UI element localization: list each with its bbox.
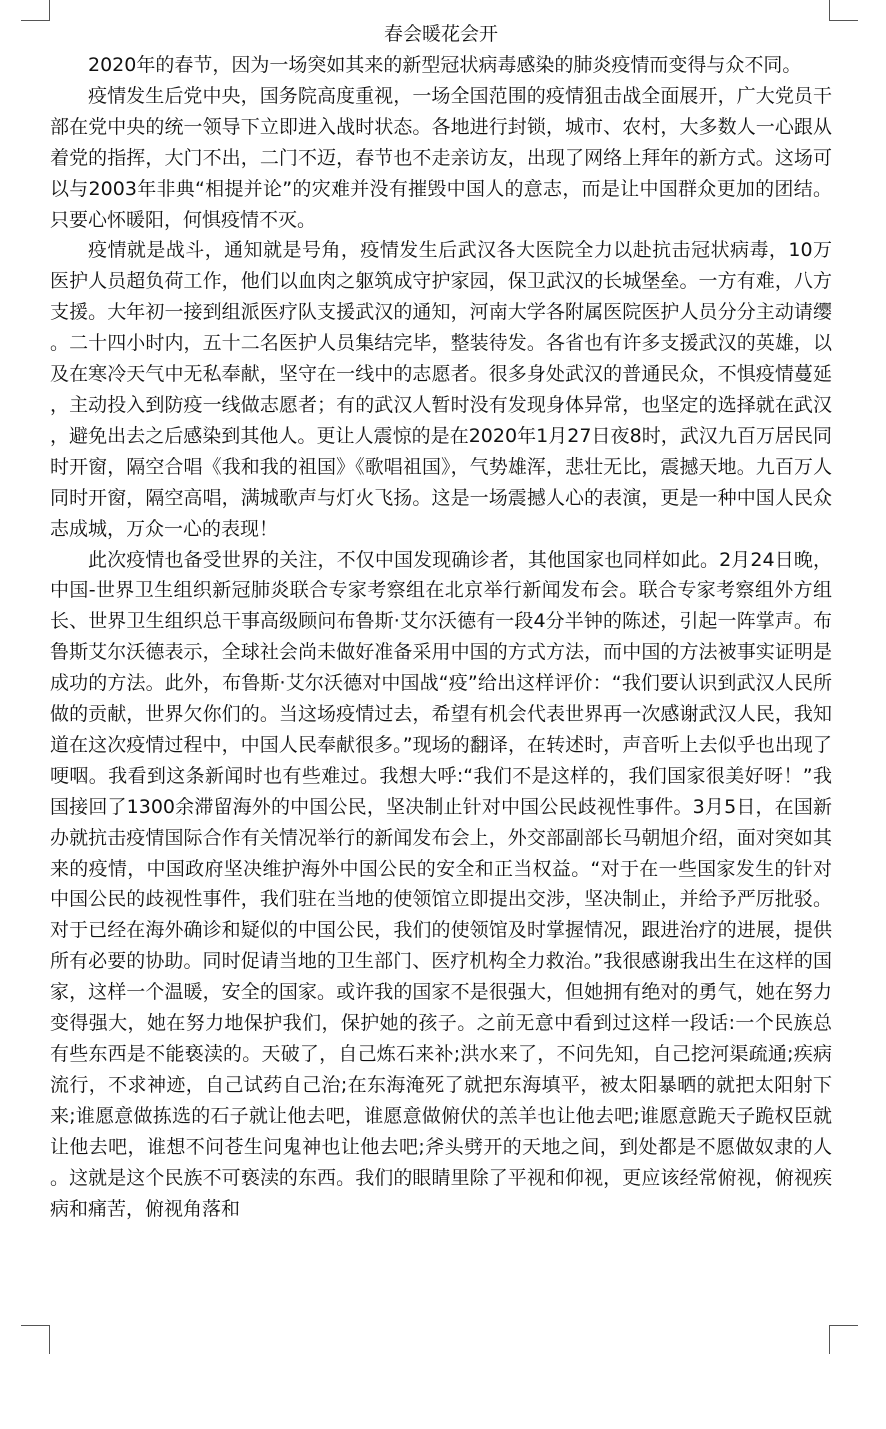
document-title: 春会暖花会开 xyxy=(383,23,498,45)
paragraph: 疫情就是战斗，通知就是号角，疫情发生后武汉各大医院全力以赴抗击冠状病毒，10万医护人员超负荷工作，他们以血肉之躯筑成守护家园，保卫武汉的长城堡垒。一方有难，八方支援。大年初一接到组派医疗队支援武汉的通知，河南大学各附属医院医护人员分分主动请缨。二十四小时内，五十二名医护人员集结完毕，整装待发。各省也有许多支援武汉的英雄，以及在寒冷天气中无私奉献，坚守在一线中的志愿者。很多身处武汉的普通民众，不惧疫情蔓延，主动投入到防疫一线做志愿者；有的武汉人暂时没有发现身体异常，也坚定的选择就在武汉，避免出去之后感染到其他人。更让人震惊的是在2020年1月27日夜8时，武汉九百万居民同时开窗，隔空合唱《我和我的祖国》《歌唱祖国》，气势雄浑，悲壮无比，震撼天地。九百万人同时开窗，隔空高唱，满城歌声与灯火飞扬。这是一场震撼人心的表演，更是一种中国人民众志成城，万众一心的表现！ xyxy=(50,239,832,540)
paragraph: 疫情发生后党中央，国务院高度重视，一场全国范围的疫情狙击战全面展开，广大党员干部在党中央的统一领导下立即进入战时状态。各地进行封锁，城市、农村，大多数人一心跟从着党的指挥，大门不出，二门不迈，春节也不走亲访友，出现了网络上拜年的新方式。这场可以与2003年非典“相提并论”的灾难并没有摧毁中国人的意志，而是让中国群众更加的团结。只要心怀暖阳，何惧疫情不灭。 xyxy=(50,84,832,231)
paragraph: 此次疫情也备受世界的关注，不仅中国发现确诊者，其他国家也同样如此。2月24日晚，中国-世界卫生组织新冠肺炎联合专家考察组在北京举行新闻发布会。联合专家考察组外方组长、世界卫生组织总干事高级顾问布鲁斯·艾尔沃德有一段4分半钟的陈述，引起一阵掌声。布鲁斯艾尔沃德表示，全球社会尚未做好准备采用中国的方式方法，而中国的方法被事实证明是成功的方法。此外，布鲁斯·艾尔沃德对中国战“疫”给出这样评价：“我们要认识到武汉人民所做的贡献，世界欠你们的。当这场疫情过去，希望有机会代表世界再一次感谢武汉人民，我知道在这次疫情过程中，中国人民奉献很多。”现场的翻译，在转述时，声音听上去似乎也出现了哽咽。我看到这条新闻时也有些难过。我想大呼:“我们不是这样的，我们国家很美好呀！”我国接回了1300余滞留海外的中国公民，坚决制止针对中国公民歧视性事件。3月5日，在国新办就抗击疫情国际合作有关情况举行的新闻发布会上，外交部副部长马朝旭介绍，面对突如其来的疫情，中国政府坚决维护海外中国公民的安全和正当权益。“对于在一些国家发生的针对中国公民的歧视性事件，我们驻在当地的使领馆立即提出交涉，坚决制止，并给予严厉批驳。对于已经在海外确诊和疑似的中国公民，我们的使领馆及时掌握情况，跟进治疗的进展，提供所有必要的协助。同时促请当地的卫生部门、医疗机构全力救治。”我很感谢我出生在这样的国家，这样一个温暖，安全的国家。或许我的国家不是很强大，但她拥有绝对的勇气，她在努力变得强大，她在努力地保护我们，保护她的孩子。之前无意中看到过这样一段话:一个民族总有些东西是不能亵渎的。天破了，自己炼石来补;洪水来了，不问先知，自己挖河渠疏通;疾病流行，不求神迹，自己试药自己治;在东海淹死了就把东海填平，被太阳暴晒的就把太阳射下来;谁愿意做拣选的石子就让他去吧，谁愿意做俯伏的羔羊也让他去吧;谁愿意跪天子跪权臣就让他去吧，谁想不问苍生问鬼神也让他去吧;斧头劈开的天地之间，到处都是不愿做奴隶的人。这就是这个民族不可亵渎的东西。我们的眼睛里除了平视和仰视，更应该经常俯视，俯视疾病和痛苦，俯视角落和 xyxy=(50,548,832,1220)
crop-mark-top-right xyxy=(829,0,858,21)
crop-mark-bottom-right xyxy=(829,1325,858,1354)
paragraph: 2020年的春节，因为一场突如其来的新型冠状病毒感染的肺炎疫情而变得与众不同。 xyxy=(88,54,802,76)
crop-mark-top-left xyxy=(21,0,50,21)
document-body xyxy=(50,18,832,1224)
crop-mark-bottom-left xyxy=(21,1325,50,1354)
